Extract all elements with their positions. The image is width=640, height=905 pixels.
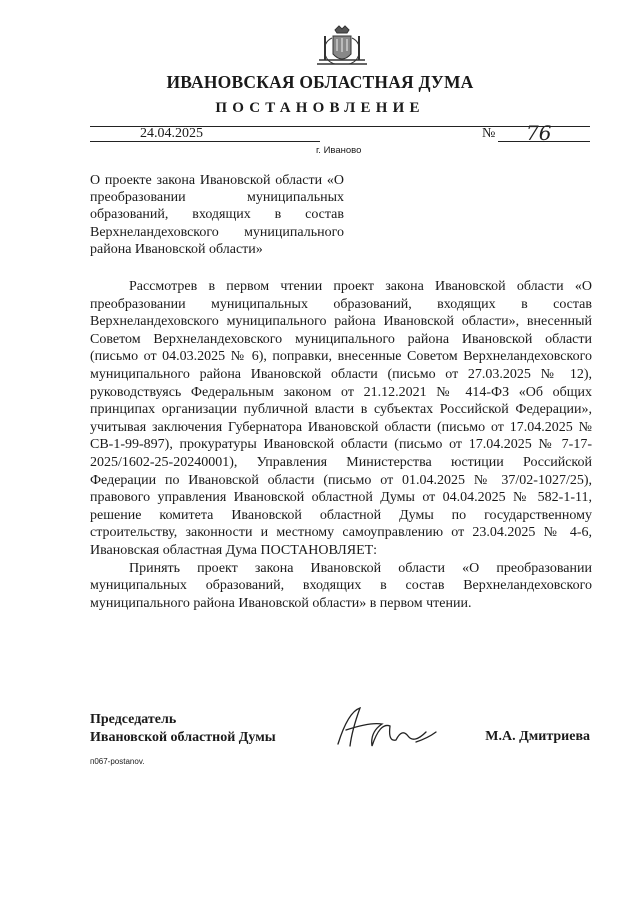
handwritten-signature: [330, 702, 440, 752]
document-subject: О проекте закона Ивановской области «О преобразовании муниципальных образований, входящих в состав Верхнеландеховского муниципального района Ивановской области»: [90, 173, 344, 257]
city: г. Иваново: [316, 145, 362, 156]
organization-title: ИВАНОВСКАЯ ОБЛАСТНАЯ ДУМА: [166, 72, 474, 92]
date-number-line: [90, 121, 590, 145]
file-footnote: п067-postanov.: [90, 757, 145, 766]
signatory-title-line1: Председатель: [90, 712, 177, 727]
date-underline: [90, 141, 320, 142]
signatory-title-line2: Ивановской областной Думы: [90, 729, 276, 745]
number-underline: [498, 141, 590, 142]
document-date: 24.04.2025: [140, 126, 203, 141]
signatory-name: М.А. Дмитриева: [485, 729, 590, 744]
document-body: [90, 278, 592, 612]
coat-of-arms-emblem: [313, 24, 371, 68]
body-paragraph: Рассмотрев в первом чтении проект закона Ивановской области «О преобразовании муниципальных образований, входящих в состав Верхнеландеховского муниципального района Ивановской области», внесенный Советом Верхнеландеховского муниципального района Ивановской области (письмо от 04.03.2025 № 6), поправки, внесенные Советом Верхнеландеховского муниципального района Ивановской области (письмо от 27.03.2025 № 12), руководствуясь Федеральным законом от 21.12.2021 № 414-ФЗ «Об общих принципах организации публичной власти в субъектах Российской Федерации», учитывая заключения Губернатора Ивановской области (письмо от 17.04.2025 № СВ-1-99-897), прокуратуры Ивановской области (письмо от 17.04.2025 № 7-17-2025/1602-25-20240001), Управления Министерства юстиции Российской Федерации по Ивановской области (письмо от 01.04.2025 № 37/02-1027/25), правового управления Ивановской областной Думы от 04.04.2025 № 582-1-11, решение комитета Ивановской областной Думы по государственному строительству, законности и местному самоуправлению от 23.04.2025 № 4-6, Ивановская областная Дума ПОСТАНОВЛЯЕТ:: [90, 279, 592, 558]
signatory-title: [90, 711, 276, 746]
body-paragraph: Принять проект закона Ивановской области «О преобразовании муниципальных образований, входящих в состав Верхнеландеховского муниципального района Ивановской области» в первом чтении.: [90, 560, 592, 611]
document-number: 76: [526, 121, 552, 145]
document-type: ПОСТАНОВЛЕНИЕ: [215, 100, 425, 116]
number-label: №: [482, 126, 496, 141]
